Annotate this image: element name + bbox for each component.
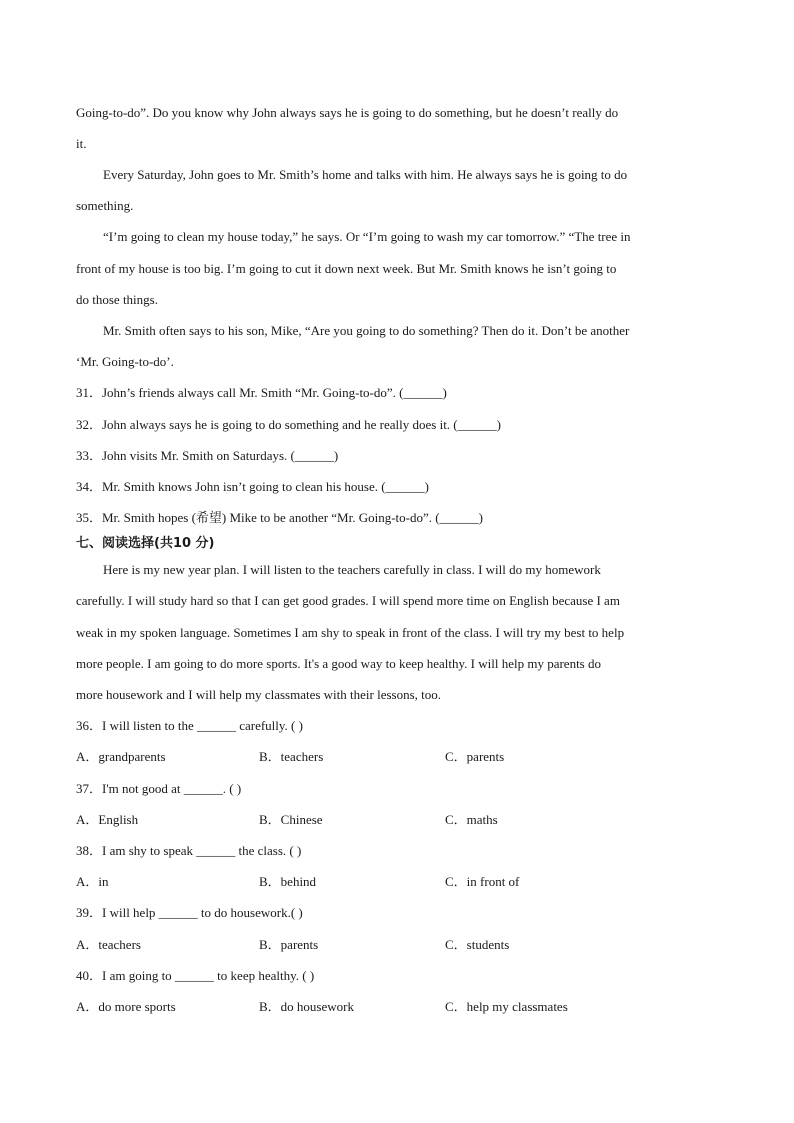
tf-question: 34．Mr. Smith knows John isn’t going to clean his house. (______) bbox=[76, 479, 429, 494]
mc-option-c: C．students bbox=[445, 937, 510, 952]
mc-question-stem: 36．I will listen to the ______ carefully. ( ) bbox=[76, 718, 303, 733]
passage-line: more people. I am going to do more sports. It's a good way to keep healthy. I will help my parents do bbox=[76, 656, 601, 671]
mc-option-a: A．teachers bbox=[76, 937, 141, 952]
passage-line: front of my house is too big. I’m going to cut it down next week. But Mr. Smith knows he isn’t going to bbox=[76, 261, 617, 276]
passage-line: Mr. Smith often says to his son, Mike, “Are you going to do something? Then do it. Don’t be another bbox=[103, 323, 630, 338]
passage-line: weak in my spoken language. Sometimes I am shy to speak in front of the class. I will try my best to help bbox=[76, 625, 625, 640]
mc-option-c: C．maths bbox=[445, 812, 498, 827]
section-heading: 七、阅读选择(共10 分) bbox=[76, 536, 215, 551]
passage-line: it. bbox=[76, 136, 87, 151]
mc-option-b: B．Chinese bbox=[259, 812, 323, 827]
mc-option-a: A．do more sports bbox=[76, 999, 176, 1014]
tf-question: 35．Mr. Smith hopes (希望) Mike to be another “Mr. Going-to-do”. (______) bbox=[76, 510, 483, 525]
passage-line: Going-to-do”. Do you know why John always says he is going to do something, but he doesn’t really do bbox=[76, 105, 619, 120]
mc-option-b: B．parents bbox=[259, 937, 319, 952]
passage-line: more housework and I will help my classmates with their lessons, too. bbox=[76, 687, 442, 702]
mc-option-a: A．grandparents bbox=[76, 749, 166, 764]
passage-line: something. bbox=[76, 198, 134, 213]
passage-line: do those things. bbox=[76, 292, 158, 307]
tf-question: 32．John always says he is going to do something and he really does it. (______) bbox=[76, 417, 501, 432]
mc-option-a: A．English bbox=[76, 812, 139, 827]
mc-option-b: B．do housework bbox=[259, 999, 354, 1014]
mc-option-c: C．help my classmates bbox=[445, 999, 568, 1014]
mc-option-c: C．parents bbox=[445, 749, 505, 764]
passage-line: ‘Mr. Going-to-do’. bbox=[76, 354, 174, 369]
mc-question-stem: 37．I'm not good at ______. ( ) bbox=[76, 781, 242, 796]
passage-line: Every Saturday, John goes to Mr. Smith’s home and talks with him. He always says he is going to do bbox=[103, 167, 628, 182]
mc-option-a: A．in bbox=[76, 874, 109, 889]
mc-question-stem: 39．I will help ______ to do housework.( ) bbox=[76, 905, 303, 920]
tf-question: 31．John’s friends always call Mr. Smith “Mr. Going-to-do”. (______) bbox=[76, 385, 447, 400]
mc-option-b: B．behind bbox=[259, 874, 317, 889]
mc-option-b: B．teachers bbox=[259, 749, 324, 764]
mc-question-stem: 38．I am shy to speak ______ the class. ( ) bbox=[76, 843, 302, 858]
passage-line: carefully. I will study hard so that I can get good grades. I will spend more time on English because I am bbox=[76, 593, 620, 608]
passage-line: Here is my new year plan. I will listen to the teachers carefully in class. I will do my homework bbox=[103, 562, 601, 577]
tf-question: 33．John visits Mr. Smith on Saturdays. (______) bbox=[76, 448, 339, 463]
mc-option-c: C．in front of bbox=[445, 874, 520, 889]
mc-question-stem: 40．I am going to ______ to keep healthy. ( ) bbox=[76, 968, 315, 983]
passage-line: “I’m going to clean my house today,” he says. Or “I’m going to wash my car tomorrow.” “The tree in bbox=[103, 229, 631, 244]
